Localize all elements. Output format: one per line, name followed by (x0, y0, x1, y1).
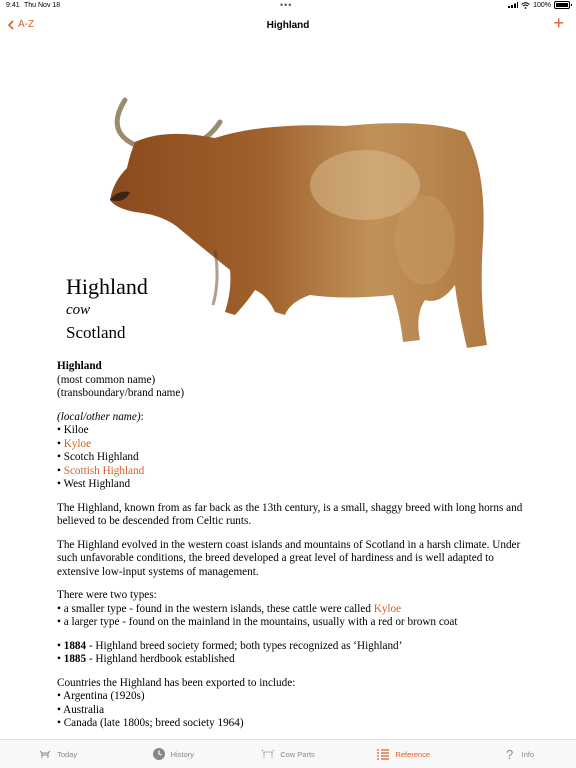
article-content (57, 360, 527, 741)
tab-info-label: Info (521, 749, 535, 759)
tab-history-label: History (170, 749, 194, 759)
battery-percent: 100% (533, 1, 551, 9)
hero-country: Scotland (66, 323, 126, 342)
back-button-label: A-Z (18, 19, 35, 30)
export-item: Australia (63, 703, 105, 716)
common-name-note: (most common name) (57, 373, 156, 386)
status-bar (0, 0, 576, 12)
local-name-item: Scotch Highland (63, 451, 139, 463)
history-block: • 1884 - Highland breed society formed; both types recognized as ‘Highland’ • 1885 - Highland herdbook established (57, 639, 403, 665)
clock-icon (152, 747, 166, 761)
types-block (57, 589, 527, 630)
local-names-block: (local/other name): • Kiloe • Kyloe • Scotch Highland • Scottish Highland • West Highland (57, 410, 145, 490)
export-item: Argentina (1920s) (63, 690, 145, 702)
cow-outline-icon (38, 747, 52, 761)
signal-icon (508, 2, 518, 8)
primary-name: Highland (57, 360, 102, 372)
names-block (57, 360, 527, 401)
hero-breed-name: Highland (66, 274, 148, 299)
local-name-item: West Highland (63, 478, 131, 490)
tab-bar (0, 739, 576, 768)
battery-icon (554, 1, 570, 9)
types-heading: There were two types: (57, 589, 157, 601)
add-button[interactable]: + (553, 13, 564, 33)
brand-name-note: (transboundary/brand name) (57, 387, 185, 399)
svg-text:?: ? (505, 747, 513, 761)
exports-heading: Countries the Highland has been exported to include: (57, 676, 296, 689)
status-time: 9:41 (6, 2, 20, 9)
history-year: 1884 (63, 639, 87, 652)
history-year: 1885 (63, 653, 87, 665)
navigation-bar (0, 12, 576, 38)
tab-today[interactable] (0, 740, 115, 768)
history-text: - Highland herdbook established (86, 653, 235, 665)
multitasking-dots-icon[interactable]: ••• (280, 0, 293, 10)
status-right (508, 1, 570, 9)
tab-reference[interactable] (346, 740, 461, 768)
export-item: Canada (late 1800s; breed society 1964) (63, 717, 244, 729)
page-title: Highland (266, 20, 310, 31)
exports-block: Countries the Highland has been exported to include: • Argentina (1920s) • Australia • Canada (late 1800s; breed society 1964) (57, 676, 296, 729)
tab-cow-parts-label: Cow Parts (280, 749, 315, 759)
tab-info[interactable] (461, 740, 576, 768)
local-name-link[interactable]: Scottish Highland (63, 464, 145, 477)
type-item-large: • a larger type - found on the mainland in the mountains, usually with a red or brown coat (57, 616, 458, 628)
hero-animal-type: cow (66, 302, 91, 318)
tab-today-label: Today (57, 749, 78, 759)
wifi-icon (521, 2, 530, 9)
tab-reference-label: Reference (395, 749, 431, 759)
paragraph-evolution: The Highland evolved in the western coast islands and mountains of Scotland in a harsh climate. Under such unfavorable conditions, the breed developed a great level of hardiness and is well adapted to extensive low-input systems of management. (57, 538, 521, 578)
paragraph-origin: The Highland, known from as far back as the 13th century, is a small, shaggy breed with long horns and believed to be descended from Celtic runts. (57, 501, 523, 527)
highland-cow-image (95, 90, 505, 360)
local-name-link[interactable]: Kyloe (63, 437, 92, 450)
kyloe-link[interactable]: Kyloe (373, 602, 402, 615)
history-text: - Highland breed society formed; both types recognized as ‘Highland’ (86, 639, 403, 652)
local-name-item: Kiloe (63, 424, 89, 436)
local-names-heading: (local/other name) (57, 410, 141, 423)
list-icon (376, 747, 390, 761)
local-names-colon: : (140, 410, 144, 423)
cow-parts-icon (261, 747, 275, 761)
tab-history[interactable] (115, 740, 230, 768)
type-item-small: • a smaller type - found in the western islands, these cattle were called (57, 602, 374, 615)
tab-cow-parts[interactable] (230, 740, 345, 768)
status-date: Thu Nov 18 (24, 2, 61, 9)
question-icon (503, 747, 517, 761)
